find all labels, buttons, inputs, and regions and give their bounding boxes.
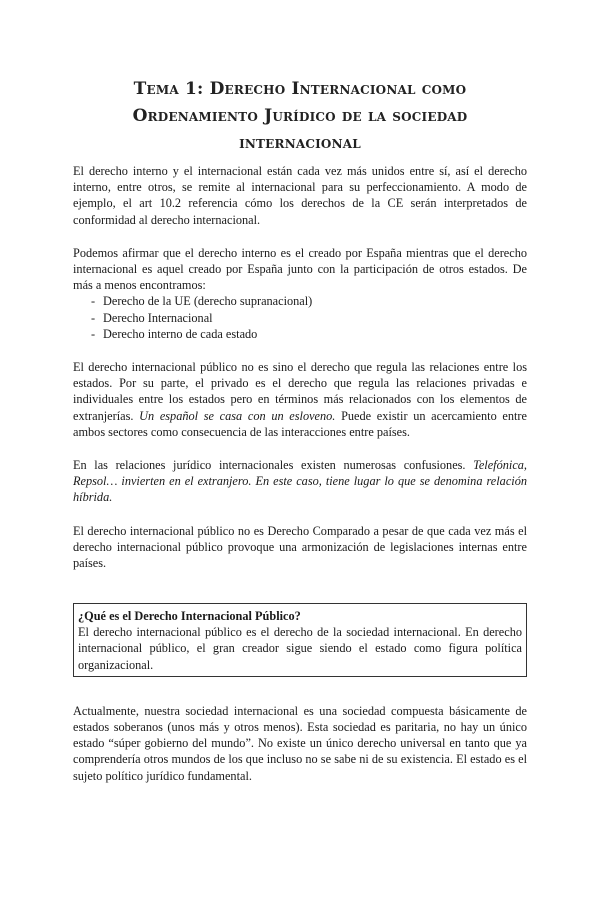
paragraph-sociedad-internacional: Actualmente, nuestra sociedad internacional es una sociedad compuesta básicamente de estados soberanos (unos más y otros menos). Esta sociedad es paritaria, no hay un único estado “súper gobierno del mundo”. No existe un único derecho universal en tanto que ya comprendería otros mundos de los que incluso no se sabe ni de su existencia. El estado es el sujeto político jurídico fundamental. [73, 703, 527, 783]
list-item: - Derecho interno de cada estado [91, 326, 527, 342]
hierarchy-list [73, 293, 527, 342]
paragraph-derecho-interno: Podemos afirmar que el derecho interno es el creado por España mientras que el derecho internacional es aquel creado por España junto con la participación de otros estados. De más a menos encontramos: [73, 245, 527, 293]
paragraph-text: El derecho internacional público no es sino el derecho que regula las relaciones entre los estados. Por su parte, el privado es el derecho que regula las relaciones privadas e individuales entre los estados pero en términos más relacionados con los elementos de extranjerías. [73, 360, 527, 423]
page-title: Tema 1: Derecho Internacional como Ordenamiento Jurídico de la sociedad internacional [132, 79, 468, 153]
paragraph-derecho-comparado: El derecho internacional público no es Derecho Comparado a pesar de que cada vez más el derecho internacional público provoque una armonización de legislaciones internas entre países. [73, 523, 527, 571]
paragraph-publico-privado [73, 359, 527, 440]
definition-heading: ¿Qué es el Derecho Internacional Público? [78, 609, 301, 624]
paragraph-confusiones [73, 457, 527, 506]
example-italic: Un español se casa con un esloveno. [139, 408, 336, 423]
list-item: - Derecho de la UE (derecho supranacional) [91, 293, 527, 309]
definition-box [73, 603, 527, 677]
paragraph-text: En las relaciones jurídico internacionales existen numerosas confusiones. [73, 458, 474, 473]
definition-body: El derecho internacional público es el derecho de la sociedad internacional. En derecho internacional público, el gran creador sigue siendo el estado como figura política organizacional. [78, 625, 522, 672]
list-item: - Derecho Internacional [91, 310, 527, 326]
paragraph-text: Puede existir un acercamiento entre ambos sectores como consecuencia de las interacciones entre países. [73, 408, 527, 439]
paragraph-intro: El derecho interno y el internacional están cada vez más unidos entre sí, así el derecho interno, entre otros, se remite al internacional para su perfeccionamiento. A modo de ejemplo, el art 10.2 referencia cómo los derechos de la CE serán interpretados de conformidad al derecho internacional. [73, 164, 527, 227]
document-page [0, 76, 600, 924]
example-italic: Telefónica, Repsol… invierten en el extranjero. En este caso, tiene lugar lo que se denomina relación híbrida. [73, 458, 527, 505]
